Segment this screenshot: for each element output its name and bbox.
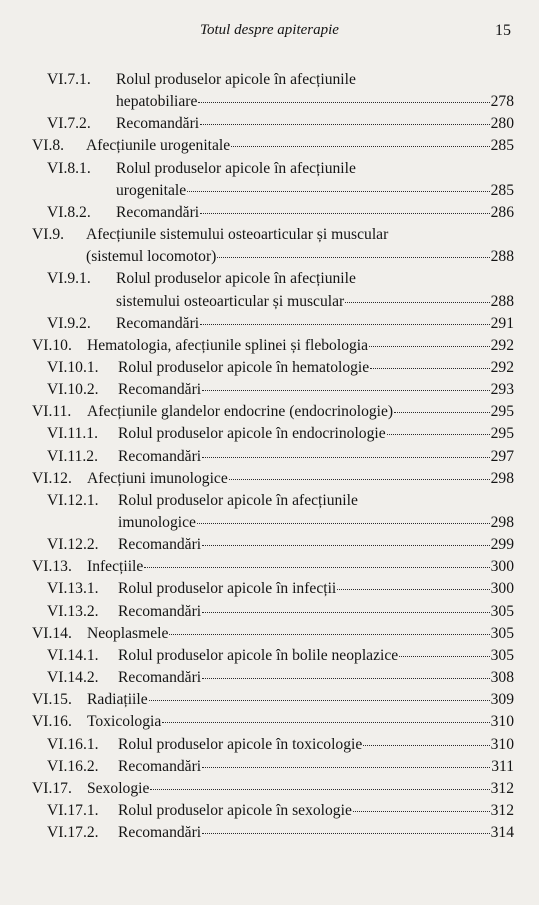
dot-leader <box>187 191 489 192</box>
toc-entry-page: 298 <box>490 514 514 531</box>
toc-entry-number: VI.15. <box>32 691 72 709</box>
dot-leader <box>200 124 489 125</box>
dot-leader <box>217 257 489 258</box>
dot-leader <box>202 767 490 768</box>
page-number: 15 <box>495 22 511 39</box>
toc-entry-page: 286 <box>490 203 514 221</box>
dot-leader <box>202 457 489 458</box>
toc-entry-page: 300 <box>490 558 514 576</box>
toc-entry-title: imunologice <box>118 514 196 531</box>
toc-entry-page: 308 <box>490 669 514 687</box>
dot-leader <box>231 146 489 147</box>
toc-entry-number: VI.16. <box>32 713 72 731</box>
toc-entry-page: 310 <box>490 735 514 753</box>
dot-leader <box>200 324 489 325</box>
toc-entry-title: Afecțiunile urogenitale <box>86 137 231 155</box>
toc-entry-title: Rolul produselor apicole în sexologie <box>118 801 352 819</box>
toc-entry-page: 295 <box>490 403 514 421</box>
toc-entry-page: 305 <box>490 646 514 664</box>
dot-leader <box>144 567 489 568</box>
toc-entry-number: VI.7.2. <box>47 115 91 133</box>
toc-entry-title: Radiațiile <box>87 691 148 709</box>
toc-entry-title: Recomandări <box>118 824 202 842</box>
toc-entry-title: Recomandări <box>118 669 202 687</box>
dot-leader <box>150 789 489 790</box>
toc-entry-title-line: Rolul produselor apicole în afecțiunile <box>116 71 356 88</box>
toc-entry-title-line: Rolul produselor apicole în afecțiunile <box>116 159 356 177</box>
toc-entry-title-line: Rolul produselor apicole în afecțiunile <box>118 491 358 509</box>
toc-entry-number: VI.10.2. <box>47 381 99 399</box>
toc-entry-page: 311 <box>491 757 514 775</box>
toc-entry-number: VI.10.1. <box>47 358 99 376</box>
toc-entry-title: Recomandări <box>116 203 200 221</box>
dot-leader <box>202 833 489 834</box>
toc-entry-page: 292 <box>490 336 514 354</box>
toc-entry-title: Rolul produselor apicole în infecții <box>118 580 337 598</box>
toc-entry-number: VI.9.1. <box>47 270 91 288</box>
toc-entry-page: 292 <box>490 358 514 376</box>
toc-entry-number: VI.11.2. <box>47 447 98 465</box>
toc-entry-number: VI.17. <box>32 779 72 797</box>
dot-leader <box>363 745 489 746</box>
toc-entry-title: Recomandări <box>118 757 202 775</box>
toc-entry-number: VI.8.2. <box>47 203 91 221</box>
toc-entry-number: VI.9.2. <box>47 314 91 332</box>
toc-entry-title: urogenitale <box>116 181 187 199</box>
dot-leader <box>369 346 490 347</box>
dot-leader <box>337 589 489 590</box>
toc-entry-page: 278 <box>490 93 514 111</box>
toc-entry-title: Rolul produselor apicole în endocrinologie <box>118 425 386 443</box>
dot-leader <box>353 811 490 812</box>
toc-entry-page: 299 <box>490 536 514 554</box>
toc-entry-page: 293 <box>490 381 514 399</box>
toc-entry-title: Toxicologia <box>87 713 162 731</box>
toc-entry-title: Neoplasmele <box>87 624 169 642</box>
toc-entry-number: VI.17.2. <box>47 824 99 842</box>
dot-leader <box>169 634 489 635</box>
dot-leader <box>202 545 489 546</box>
toc-entry-title: Recomandări <box>116 314 200 332</box>
toc-entry-title: Sexologie <box>87 779 150 797</box>
toc-entry-title: Recomandări <box>116 115 200 133</box>
toc-entry-page: 312 <box>490 801 514 819</box>
dot-leader <box>387 434 490 435</box>
toc-entry-title: Infecțiile <box>87 558 144 576</box>
toc-entry-title: Recomandări <box>118 602 202 620</box>
toc-entry-number: VI.14. <box>32 624 72 642</box>
toc-entry-number: VI.10. <box>32 336 72 354</box>
dot-leader <box>394 412 489 413</box>
toc-entry-number: VI.16.2. <box>47 757 99 775</box>
toc-entry-number: VI.8. <box>32 137 65 155</box>
toc-entry-page: 298 <box>490 469 514 487</box>
toc-entry-number: VI.11.1. <box>47 425 98 443</box>
toc-entry-page: 288 <box>490 292 514 310</box>
toc-entry-number: VI.11. <box>32 403 72 421</box>
toc-entry-title: (sistemul locomotor) <box>86 248 217 266</box>
toc-entry-page: 295 <box>490 425 514 443</box>
toc-entry-page: 285 <box>490 181 514 199</box>
toc-entry-title: Rolul produselor apicole în bolile neoplazice <box>118 646 399 664</box>
toc-entry-title: sistemului osteoarticular și muscular <box>116 292 345 310</box>
toc-entry-number: VI.16.1. <box>47 735 99 753</box>
toc-entry-number: VI.9. <box>32 226 65 244</box>
dot-leader <box>162 722 489 723</box>
toc-entry-page: 280 <box>490 115 514 133</box>
toc-entry-page: 309 <box>490 691 514 709</box>
toc-entry-number: VI.8.1. <box>47 159 91 177</box>
dot-leader <box>202 390 489 391</box>
toc-entry-number: VI.13. <box>32 558 72 576</box>
dot-leader <box>197 523 490 524</box>
toc-entry-title: Afecțiuni imunologice <box>87 469 228 487</box>
toc-entry-title: Recomandări <box>118 536 202 554</box>
toc-entry-page: 310 <box>490 713 514 731</box>
toc-entry-number: VI.13.2. <box>47 602 99 620</box>
toc-entry-title: hepatobiliare <box>116 93 198 111</box>
dot-leader <box>200 213 489 214</box>
dot-leader <box>202 612 489 613</box>
dot-leader <box>202 678 489 679</box>
dot-leader <box>229 479 490 480</box>
dot-leader <box>149 700 490 701</box>
toc-entry-title: Afecțiunile glandelor endocrine (endocrinologie) <box>87 403 394 421</box>
toc-entry-page: 291 <box>490 314 514 332</box>
toc-entry-page: 288 <box>490 248 514 266</box>
toc-entry-title: Hematologia, afecțiunile splinei și flebologia <box>87 336 369 354</box>
toc-entry-page: 285 <box>490 137 514 155</box>
toc-entry-title-line: Afecțiunile sistemului osteoarticular și muscular <box>86 226 389 244</box>
toc-entry-page: 305 <box>490 624 514 642</box>
toc-entry-number: VI.12.2. <box>47 536 99 554</box>
toc-entry-number: VI.14.1. <box>47 646 99 664</box>
toc-entry-title: Recomandări <box>118 381 202 399</box>
toc-entry-page: 314 <box>490 824 514 842</box>
toc-entry-number: VI.17.1. <box>47 801 99 819</box>
toc-entry-title: Recomandări <box>118 447 202 465</box>
toc-entry-page: 300 <box>490 580 514 598</box>
dot-leader <box>399 656 489 657</box>
toc-entry-title: Rolul produselor apicole în hematologie <box>118 358 370 376</box>
toc-entry-number: VI.13.1. <box>47 580 99 598</box>
toc-entry-number: VI.12.1. <box>47 491 99 509</box>
dot-leader <box>198 102 489 103</box>
dot-leader <box>370 368 489 369</box>
toc-entry-number: VI.14.2. <box>47 669 99 687</box>
toc-entry-page: 305 <box>490 602 514 620</box>
toc-entry-title: Rolul produselor apicole în toxicologie <box>118 735 363 753</box>
toc-entry-title-line: Rolul produselor apicole în afecțiunile <box>116 270 356 288</box>
toc-entry-page: 297 <box>490 447 514 465</box>
toc-entry-number: VI.12. <box>32 469 72 487</box>
running-header-title: Totul despre apiterapie <box>200 22 339 38</box>
toc-entry-page: 312 <box>490 779 514 797</box>
toc-entry-number: VI.7.1. <box>47 71 91 88</box>
dot-leader <box>345 302 489 303</box>
